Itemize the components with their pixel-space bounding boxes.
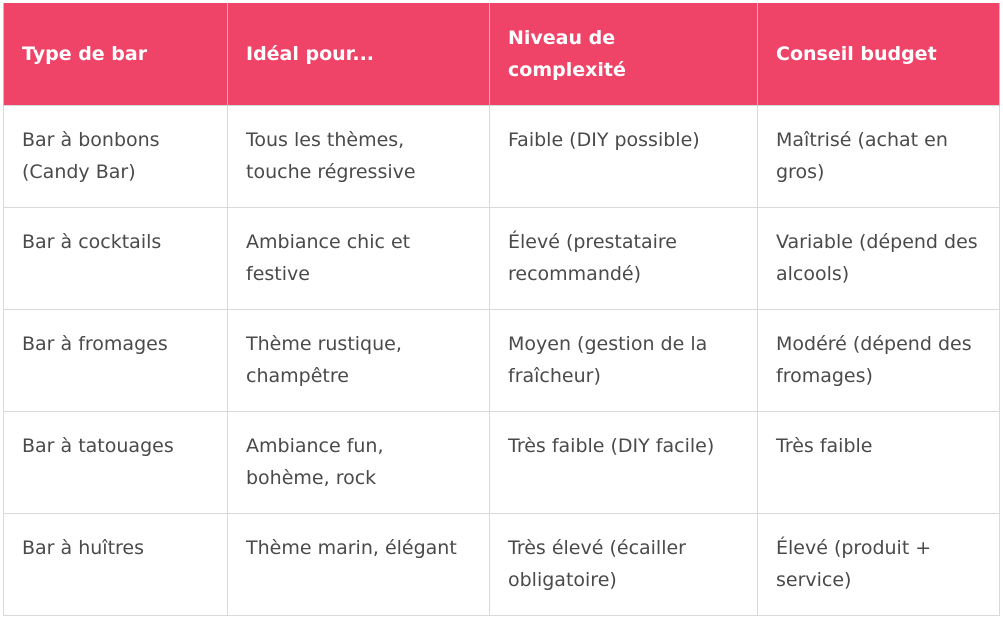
cell-complexity: Faible (DIY possible) bbox=[490, 105, 758, 207]
cell-budget: Variable (dépend des alcools) bbox=[758, 207, 1000, 309]
cell-type: Bar à tatouages bbox=[4, 411, 228, 513]
cell-ideal: Thème marin, élégant bbox=[228, 513, 490, 615]
header-ideal-pour: Idéal pour... bbox=[228, 3, 490, 105]
table-body bbox=[4, 105, 1000, 615]
cell-type: Bar à huîtres bbox=[4, 513, 228, 615]
cell-ideal: Ambiance fun, bohème, rock bbox=[228, 411, 490, 513]
table-row bbox=[4, 309, 1000, 411]
header-niveau-complexite: Niveau de complexité bbox=[490, 3, 758, 105]
cell-ideal: Tous les thèmes, touche régressive bbox=[228, 105, 490, 207]
table-header bbox=[4, 3, 1000, 105]
table-row bbox=[4, 207, 1000, 309]
header-conseil-budget: Conseil budget bbox=[758, 3, 1000, 105]
cell-ideal: Thème rustique, champêtre bbox=[228, 309, 490, 411]
comparison-table-container bbox=[3, 3, 999, 616]
table-row bbox=[4, 513, 1000, 615]
header-type-de-bar: Type de bar bbox=[4, 3, 228, 105]
table-row bbox=[4, 411, 1000, 513]
table-row bbox=[4, 105, 1000, 207]
cell-complexity: Élevé (prestataire recommandé) bbox=[490, 207, 758, 309]
bar-comparison-table bbox=[3, 3, 1000, 616]
cell-ideal: Ambiance chic et festive bbox=[228, 207, 490, 309]
cell-budget: Modéré (dépend des fromages) bbox=[758, 309, 1000, 411]
cell-budget: Très faible bbox=[758, 411, 1000, 513]
cell-complexity: Moyen (gestion de la fraîcheur) bbox=[490, 309, 758, 411]
cell-complexity: Très élevé (écailler obligatoire) bbox=[490, 513, 758, 615]
cell-complexity: Très faible (DIY facile) bbox=[490, 411, 758, 513]
cell-type: Bar à cocktails bbox=[4, 207, 228, 309]
cell-budget: Maîtrisé (achat en gros) bbox=[758, 105, 1000, 207]
cell-budget: Élevé (produit + service) bbox=[758, 513, 1000, 615]
cell-type: Bar à fromages bbox=[4, 309, 228, 411]
header-row bbox=[4, 3, 1000, 105]
cell-type: Bar à bonbons (Candy Bar) bbox=[4, 105, 228, 207]
